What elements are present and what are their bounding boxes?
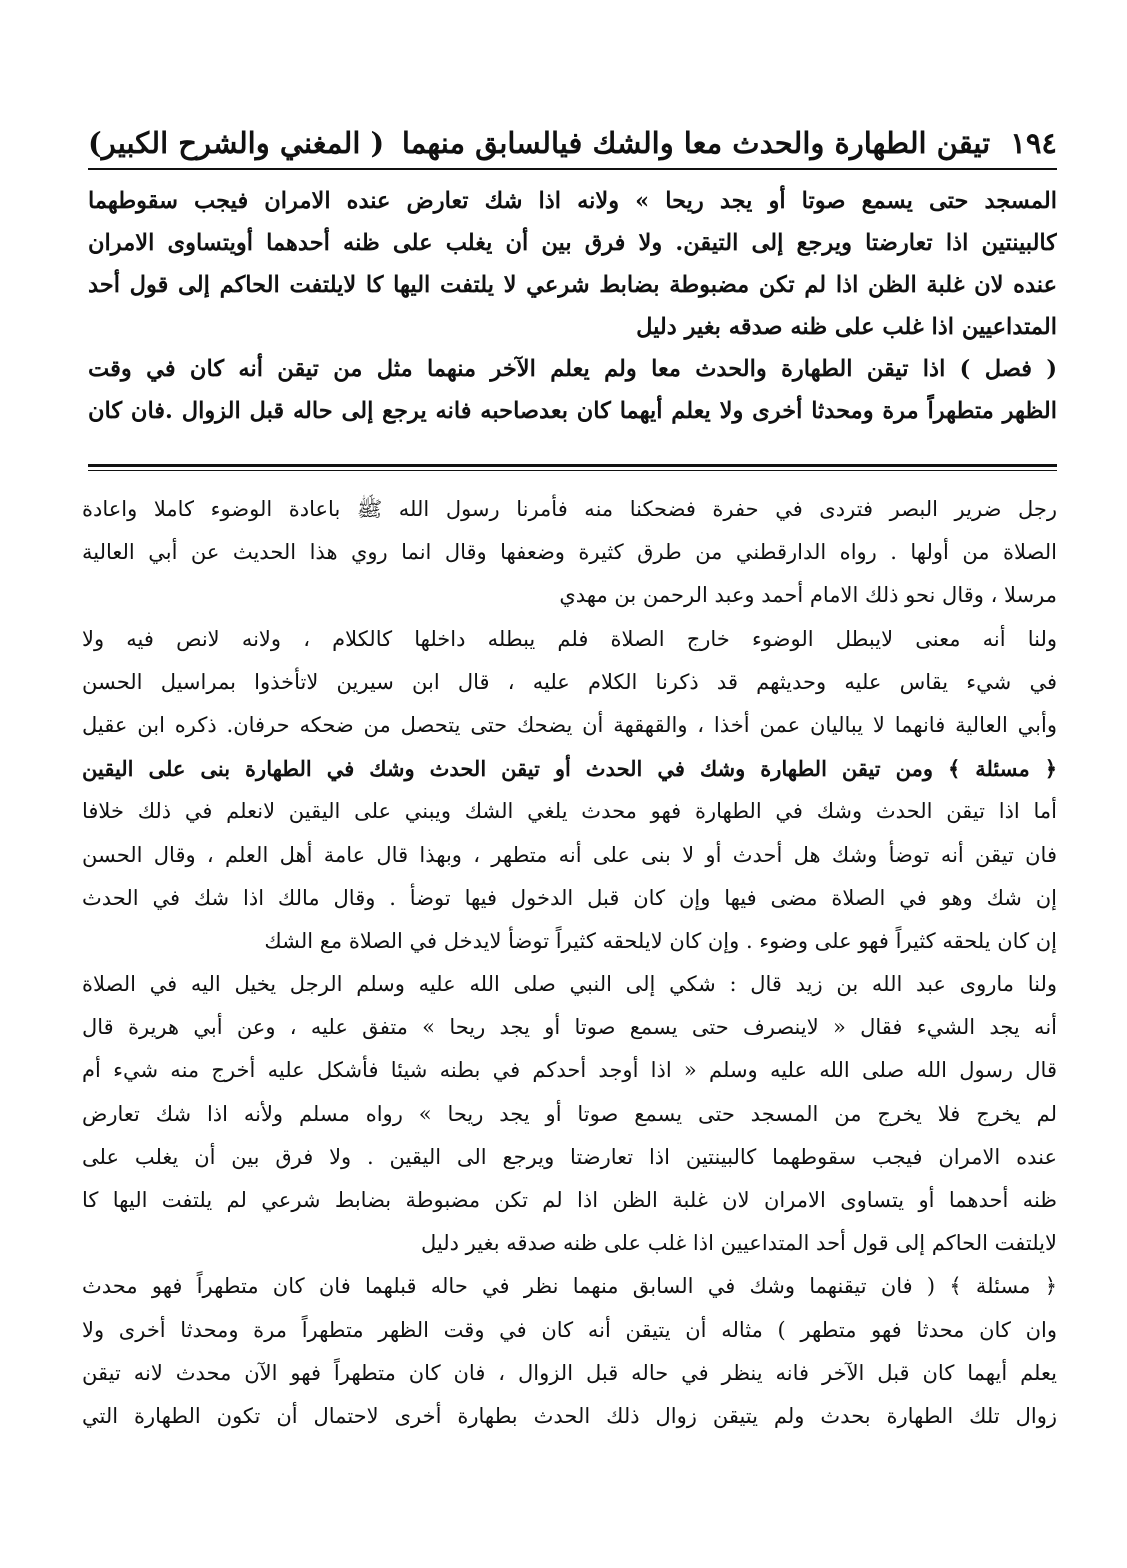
commentary-line: إن شك وهو في الصلاة مضى فيها وإن كان قبل الدخول فيها توضأ . وقال مالك اذا شك في الحدث [82, 885, 1057, 910]
section-title: تيقن الطهارة والحدث معا والشك فيالسابق منهما [401, 126, 991, 160]
commentary-line: أما اذا تيقن الحدث وشك في الطهارة فهو محدث يلغي الشك ويبني على اليقين لانعلم في ذلك خلافا [82, 799, 1057, 824]
main-text-line: ( فصل ) اذا تيقن الطهارة والحدث معا ولم يعلم الآخر منهما مثل من تيقن أنه كان في وقت [88, 356, 1057, 382]
commentary-line: وان كان محدثا فهو متطهر ) مثاله أن يتيقن أنه كان في وقت الظهر متطهراً مرة ومحدثا أخرى ولا [82, 1317, 1057, 1342]
commentary-line: زوال تلك الطهارة بحدث ولم يتيقن زوال ذلك الحدث بطهارة أخرى لاحتمال أن تكون الطهارة التي [82, 1403, 1057, 1428]
commentary-line: ﴿ مسئلة ﴾ ( فان تيقنهما وشك في السابق منهما نظر في حاله قبلهما فان كان متطهراً فهو محدث [82, 1274, 1057, 1299]
commentary-line: قال رسول الله صلى الله عليه وسلم « اذا أوجد أحدكم في بطنه شيئا فأشكل عليه أخرج منه شيء أم [82, 1058, 1057, 1083]
commentary-line: لايلتفت الحاكم إلى قول أحد المتداعيين اذا غلب على ظنه صدقه بغير دليل [420, 1231, 1057, 1256]
main-text [88, 180, 1057, 432]
commentary-line: لم يخرج فلا يخرج من المسجد حتى يسمع صوتا أو يجد ريحا » رواه مسلم ولأنه اذا شك تعارض [82, 1101, 1057, 1126]
commentary-text [82, 488, 1057, 1438]
commentary-line: وأبي العالية فانهما لا يباليان عمن أخذا ، والقهقهة أن يضحك حتى يتحصل من ضحكه حرفان. ذكره ابن عقيل [82, 712, 1057, 737]
commentary-line: الصلاة من أولها . رواه الدارقطني من طرق كثيرة وضعفها وقال انما روي هذا الحديث عن أبي العالية [82, 540, 1057, 565]
commentary-line: عنده الامران فيجب سقوطهما كالبينتين اذا تعارضتا ويرجع الى اليقين . ولا فرق بين أن يغلب على [82, 1144, 1057, 1169]
commentary-line: رجل ضرير البصر فتردى في حفرة فضحكنا منه فأمرنا رسول الله ﷺ باعادة الوضوء كاملا واعادة [82, 497, 1057, 521]
page-number: ١٩٤ [1010, 126, 1057, 160]
main-text-line: عنده لان غلبة الظن اذا لم تكن مضبوطة بضابط شرعي لا يلتفت اليها كا لايلتفت الحاكم إلى قول أحد [88, 272, 1057, 298]
header-rule [88, 168, 1057, 170]
commentary-line: ولنا أنه معنى لايبطل الوضوء خارج الصلاة فلم يبطله داخلها كالكلام ، ولانه لانص فيه ولا [82, 626, 1057, 651]
commentary-line: ولنا ماروى عبد الله بن زيد قال : شكي إلى النبي صلى الله عليه وسلم الرجل يخيل اليه في الصلاة [82, 972, 1057, 997]
commentary-line: إن كان يلحقه كثيراً فهو على وضوء . وإن كان لايلحقه كثيراً توضأ لايدخل في الصلاة مع الشك [264, 928, 1057, 953]
section-divider-thick [88, 464, 1057, 467]
commentary-line: مرسلا ، وقال نحو ذلك الامام أحمد وعبد الرحمن بن مهدي [559, 583, 1057, 608]
commentary-line: ظنه أحدهما أو يتساوى الامران لان غلبة الظن اذا لم تكن مضبوطة بضابط شرعي لم يلتفت اليها كا [82, 1188, 1057, 1212]
section-divider-thin [88, 470, 1057, 471]
main-text-line: المتداعيين اذا غلب على ظنه صدقه بغير دليل [636, 314, 1057, 340]
commentary-line: أنه يجد الشيء فقال « لاينصرف حتى يسمع صوتا أو يجد ريحا » متفق عليه ، وعن أبي هريرة قال [82, 1015, 1057, 1040]
main-text-line: الظهر متطهراً مرة ومحدثا أخرى ولا يعلم أيهما كان بعدصاحبه فانه يرجع إلى حاله قبل الزوال .فان كان [88, 398, 1057, 424]
commentary-line: ﴿ مسئلة ﴾ ومن تيقن الطهارة وشك في الحدث أو تيقن الحدث وشك في الطهارة بنى على اليقين [82, 756, 1057, 782]
main-text-line: المسجد حتى يسمع صوتا أو يجد ريحا » ولانه اذا شك تعارض عنده الامران فيجب سقوطهما [88, 188, 1057, 214]
book-title: ( المغني والشرح الكبير) [88, 126, 385, 160]
main-text-line: كالبينتين اذا تعارضتا ويرجع إلى التيقن. ولا فرق بين أن يغلب على ظنه أحدهما أويتساوى الامران [88, 230, 1057, 256]
page-header [88, 118, 1057, 168]
commentary-line: فان تيقن أنه توضأ وشك هل أحدث أو لا بنى على أنه متطهر ، وبهذا قال عامة أهل العلم ، وقال الحسن [82, 842, 1057, 867]
commentary-line: يعلم أيهما كان قبل الآخر فانه ينظر في حاله قبل الزوال ، فان كان متطهراً فهو الآن محدث لانه تيقن [82, 1360, 1057, 1385]
commentary-line: في شيء يقاس عليه وحديثهم قد ذكرنا الكلام عليه ، قال ابن سيرين لاتأخذوا بمراسيل الحسن [82, 669, 1057, 694]
